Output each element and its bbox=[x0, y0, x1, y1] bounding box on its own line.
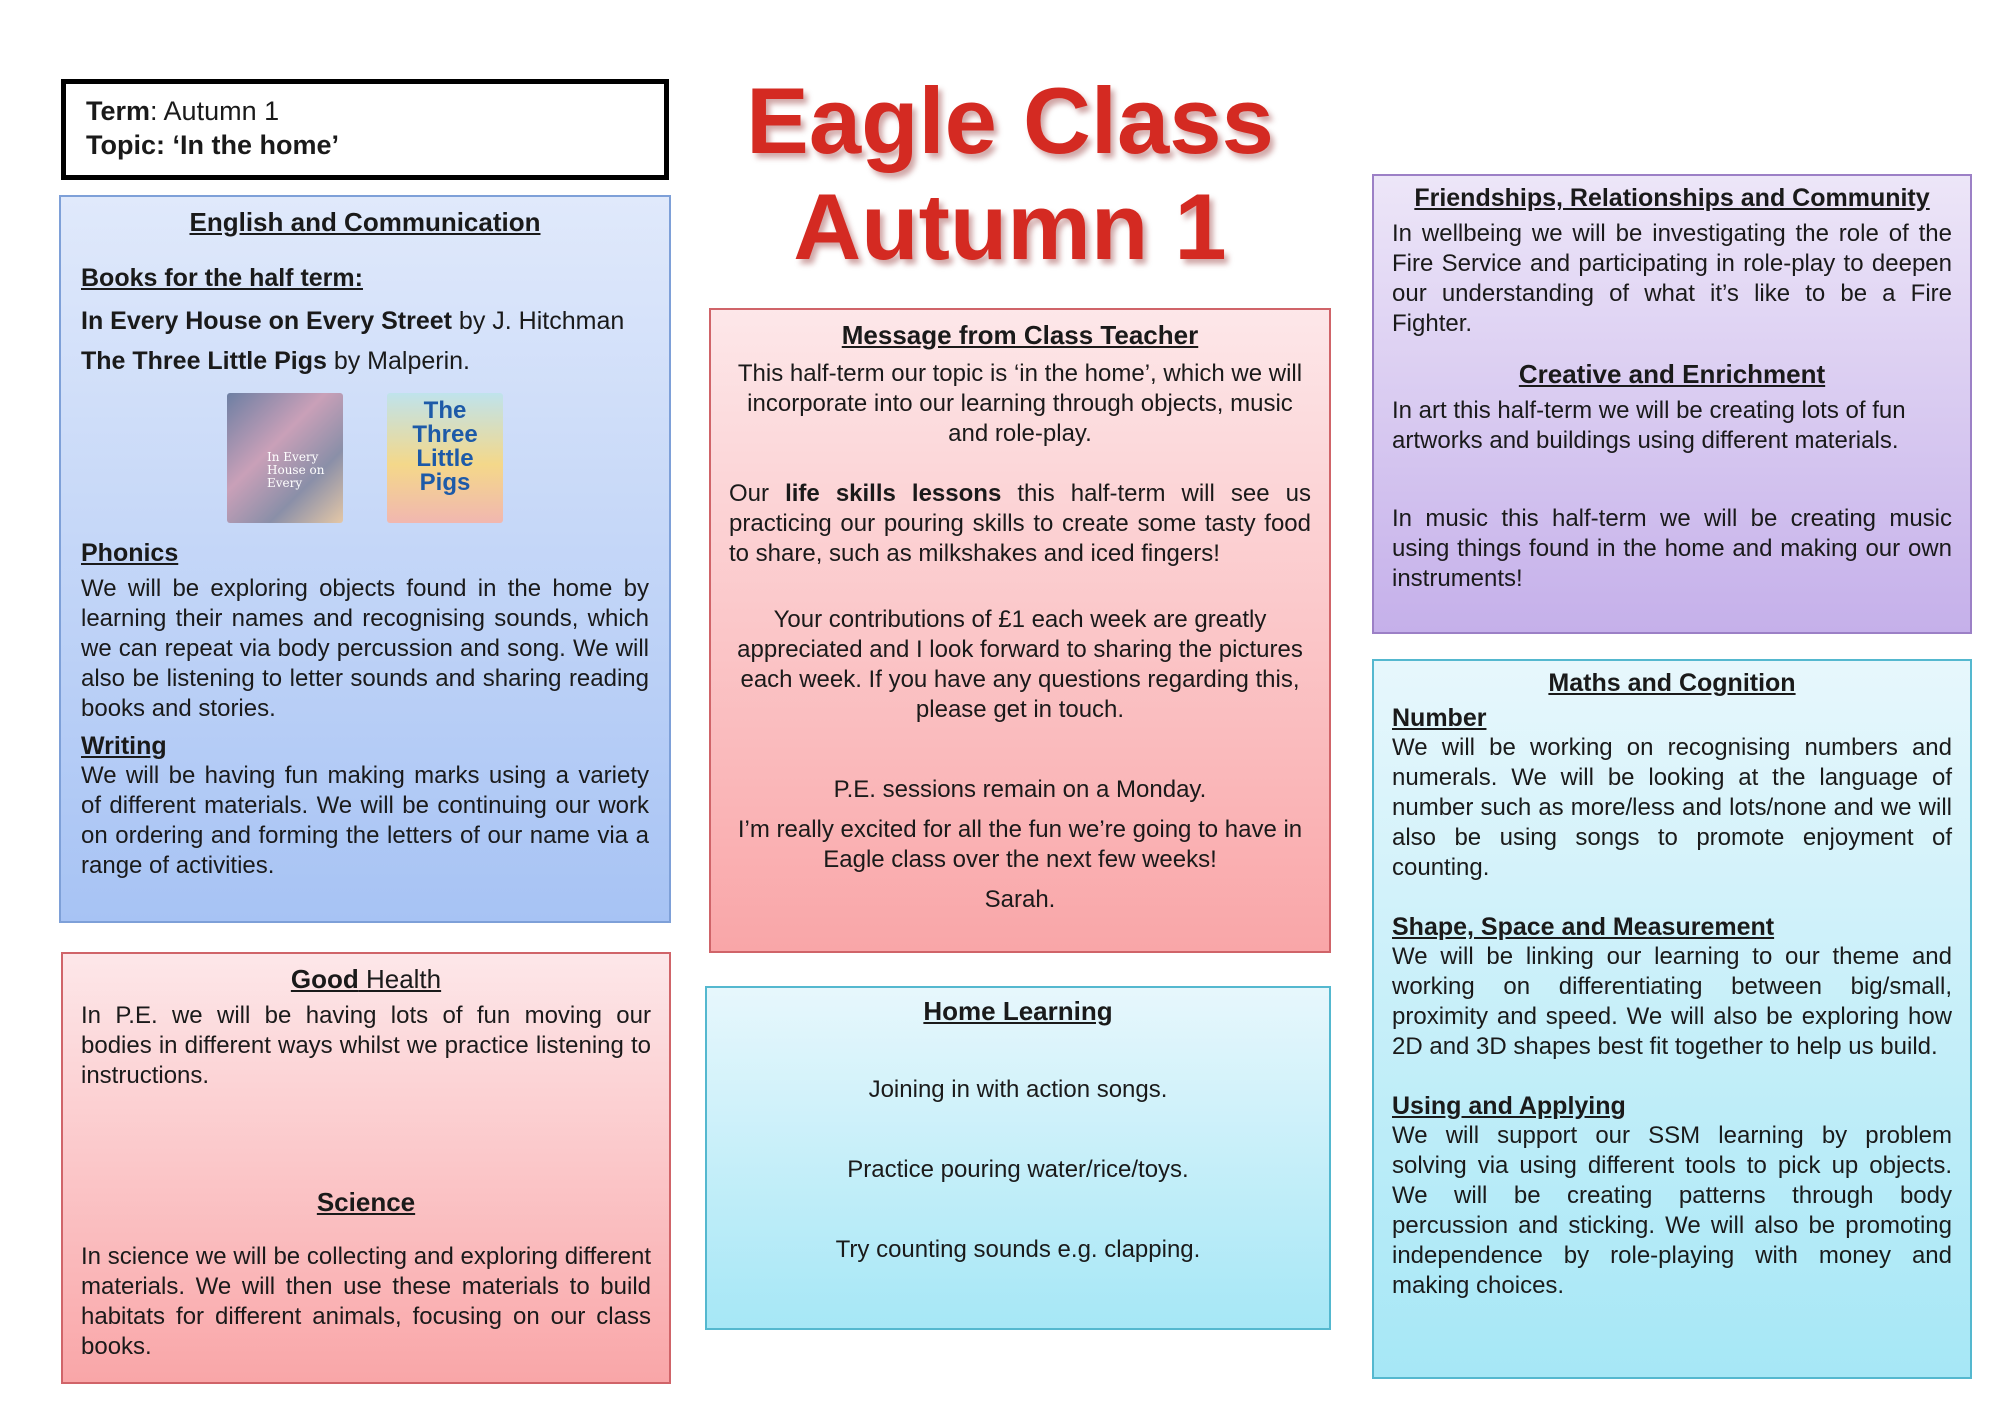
message-p2-bold: life skills lessons bbox=[785, 480, 1002, 507]
message-paragraph-1: This half-term our topic is ‘in the home’, which we will incorporate into our learning through objects, music and role-play. bbox=[737, 360, 1303, 447]
message-paragraph-4: P.E. sessions remain on a Monday. bbox=[833, 776, 1207, 803]
topic-label: Topic: ‘In the home’ bbox=[86, 130, 339, 160]
book-2-title: The Three Little Pigs bbox=[81, 347, 327, 375]
maths-panel bbox=[1372, 659, 1972, 1379]
home-learning-item: Joining in with action songs. bbox=[868, 1076, 1168, 1103]
friendships-heading: Friendships, Relationships and Community bbox=[1414, 184, 1930, 212]
book-1-author: by J. Hitchman bbox=[451, 307, 625, 335]
phonics-heading: Phonics bbox=[81, 539, 179, 567]
home-learning-item: Try counting sounds e.g. clapping. bbox=[835, 1236, 1201, 1263]
friendships-panel bbox=[1372, 174, 1972, 634]
home-learning-heading: Home Learning bbox=[923, 996, 1113, 1026]
book-covers bbox=[81, 393, 649, 523]
title-line-1: Eagle Class bbox=[746, 68, 1274, 173]
ssm-heading: Shape, Space and Measurement bbox=[1392, 913, 1775, 941]
message-p2-pre: Our bbox=[729, 480, 786, 507]
english-communication-panel bbox=[59, 195, 671, 923]
cover-1-text: In Every House on Every bbox=[267, 450, 325, 490]
using-applying-heading: Using and Applying bbox=[1392, 1092, 1626, 1120]
maths-heading: Maths and Cognition bbox=[1548, 669, 1796, 697]
page-title bbox=[700, 68, 1320, 280]
term-label: Term bbox=[86, 96, 151, 126]
book-1-line bbox=[81, 301, 649, 341]
science-heading: Science bbox=[316, 1187, 416, 1217]
topic-line bbox=[86, 128, 644, 162]
writing-heading: Writing bbox=[81, 732, 167, 760]
home-learning-item: Practice pouring water/rice/toys. bbox=[847, 1156, 1189, 1183]
number-heading: Number bbox=[1392, 704, 1487, 732]
music-text: In music this half-term we will be creating music using things found in the home and making our own instruments! bbox=[1392, 505, 1952, 592]
good-health-heading-bold: Good bbox=[290, 964, 359, 994]
term-value: : Autumn 1 bbox=[150, 96, 280, 126]
good-health-heading-rest: Health bbox=[358, 964, 442, 994]
book-cover-in-every-house bbox=[227, 393, 343, 523]
phonics-text: We will be exploring objects found in the home by learning their names and recognising sounds, which we can repeat via body percussion and song. We will also be listening to letter sounds and sharing reading books and stories. bbox=[81, 575, 649, 722]
home-learning-panel bbox=[705, 986, 1331, 1330]
title-line-2: Autumn 1 bbox=[793, 174, 1227, 279]
science-text: In science we will be collecting and exploring different materials. We will then use these materials to build habitats for different animals, focusing on our class books. bbox=[81, 1243, 651, 1360]
friendships-text: In wellbeing we will be investigating the role of the Fire Service and participating in role-play to deepen our understanding of what it’s like to be a Fire Fighter. bbox=[1392, 220, 1952, 337]
book-2-line bbox=[81, 341, 649, 381]
book-2-author: by Malperin. bbox=[326, 347, 470, 375]
good-health-heading bbox=[81, 964, 651, 995]
message-p2-post: this half-term will see us practicing our pouring skills to create some tasty food to share, such as milkshakes and iced fingers! bbox=[729, 480, 1311, 567]
using-applying-text: We will support our SSM learning by problem solving via using different tools to pick up objects. We will be creating patterns through body percussion and sticking. We will also be promoting independence by role-playing with money and making choices. bbox=[1392, 1122, 1952, 1299]
number-text: We will be working on recognising numbers and numerals. We will be looking at the language of number such as more/less and lots/none and we will also be using songs to promote enjoyment of counting. bbox=[1392, 734, 1952, 881]
message-paragraph-3: Your contributions of £1 each week are greatly appreciated and I look forward to sharing the pictures each week. If you have any questions regarding this, please get in touch. bbox=[737, 606, 1303, 723]
message-heading: Message from Class Teacher bbox=[841, 320, 1199, 350]
good-health-panel bbox=[61, 952, 671, 1384]
book-1-title: In Every House on Every Street bbox=[81, 307, 452, 335]
message-signature: Sarah. bbox=[984, 886, 1056, 913]
english-heading: English and Communication bbox=[189, 207, 541, 237]
writing-text: We will be having fun making marks using a variety of different materials. We will be continuing our work on ordering and forming the letters of our name via a range of activities. bbox=[81, 762, 649, 879]
book-cover-three-little-pigs bbox=[387, 393, 503, 523]
creative-heading: Creative and Enrichment bbox=[1518, 359, 1826, 389]
books-heading: Books for the half term: bbox=[81, 264, 363, 292]
term-line bbox=[86, 94, 644, 128]
message-paragraph-2 bbox=[729, 479, 1311, 569]
art-text: In art this half-term we will be creating lots of fun artworks and buildings using different materials. bbox=[1392, 397, 1906, 454]
ssm-text: We will be linking our learning to our theme and working on differentiating between big/small, proximity and speed. We will also be exploring how 2D and 3D shapes best fit together to help us build. bbox=[1392, 943, 1952, 1060]
cover-2-text: The Three Little Pigs bbox=[412, 397, 478, 496]
message-paragraph-5: I’m really excited for all the fun we’re going to have in Eagle class over the next few weeks! bbox=[737, 816, 1303, 873]
good-health-text: In P.E. we will be having lots of fun moving our bodies in different ways whilst we practice listening to instructions. bbox=[81, 1002, 651, 1089]
term-topic-box bbox=[61, 79, 669, 180]
message-panel bbox=[709, 308, 1331, 953]
